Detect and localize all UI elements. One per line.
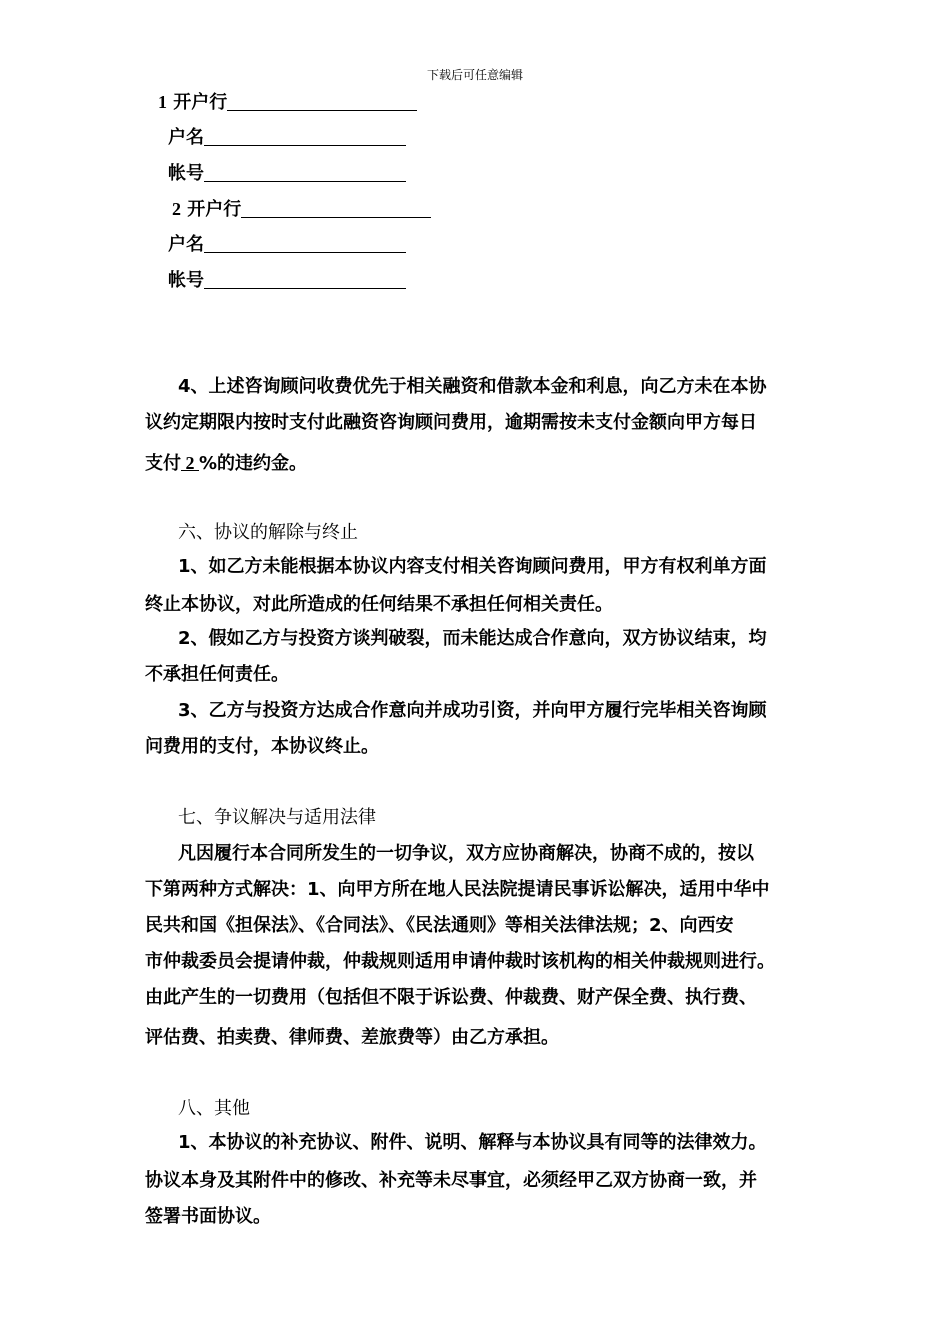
bank-account-1-bank-row <box>158 90 417 115</box>
section-8-line: 签署书面协议。 <box>145 1206 271 1227</box>
section-7-title: 七、争议解决与适用法律 <box>178 807 376 828</box>
section-6-line: 终止本协议，对此所造成的任何结果不承担任何相关责任。 <box>145 594 613 615</box>
section-7-line: 凡因履行本合同所发生的一切争议，双方应协商解决，协商不成的，按以 <box>178 843 754 864</box>
clause4-line: 4、上述咨询顾问收费优先于相关融资和借款本金和利息，向乙方未在本协 <box>178 376 767 397</box>
bank-account-2-bank-row <box>172 197 431 222</box>
section-7-line: 由此产生的一切费用（包括但不限于诉讼费、仲裁费、财产保全费、执行费、 <box>145 987 757 1008</box>
account-number-label: 帐号 <box>168 270 204 291</box>
account-number-label: 帐号 <box>168 163 204 184</box>
bank-label: 开户行 <box>173 92 228 113</box>
bank-blank-line <box>241 199 431 218</box>
account-name-label: 户名 <box>168 127 204 148</box>
bank-account-1-name-row <box>168 126 406 150</box>
account-name-blank-line <box>204 234 406 253</box>
clause4-line <box>145 451 307 476</box>
bank-account-2-number-row <box>168 269 406 293</box>
section-7-line: 下第两种方式解决：1、向甲方所在地人民法院提请民事诉讼解决，适用中华中 <box>145 879 770 900</box>
section-7-line: 市仲裁委员会提请仲裁，仲裁规则适用申请仲裁时该机构的相关仲裁规则进行。 <box>145 951 775 972</box>
page-header-note: 下载后可任意编辑 <box>426 68 523 82</box>
account-number-blank-line <box>204 270 406 289</box>
bank-account-index: 2 <box>172 199 181 219</box>
section-6-title: 六、协议的解除与终止 <box>178 522 358 543</box>
account-name-blank-line <box>204 127 406 146</box>
section-6-line: 问费用的支付，本协议终止。 <box>145 736 379 757</box>
account-name-label: 户名 <box>168 234 204 255</box>
section-8-line: 1、本协议的补充协议、附件、说明、解释与本协议具有同等的法律效力。 <box>178 1132 767 1153</box>
bank-blank-line <box>227 92 417 111</box>
clause4-suffix: %的违约金。 <box>199 453 308 474</box>
section-6-line: 1、如乙方未能根据本协议内容支付相关咨询顾问费用，甲方有权利单方面 <box>178 556 767 577</box>
section-7-line: 民共和国《担保法》、《合同法》、《民法通则》等相关法律法规；2、向西安 <box>145 915 734 936</box>
bank-label: 开户行 <box>187 199 242 220</box>
account-number-blank-line <box>204 163 406 182</box>
section-8-title: 八、其他 <box>178 1098 250 1119</box>
section-7-line: 评估费、拍卖费、律师费、差旅费等）由乙方承担。 <box>145 1027 559 1048</box>
clause4-line: 议约定期限内按时支付此融资咨询顾问费用，逾期需按未支付金额向甲方每日 <box>145 412 757 433</box>
clause4-prefix: 支付 <box>145 453 181 474</box>
bank-account-index: 1 <box>158 92 167 112</box>
section-6-line: 3、乙方与投资方达成合作意向并成功引资，并向甲方履行完毕相关咨询顾 <box>178 700 767 721</box>
section-6-line: 不承担任何责任。 <box>145 664 289 685</box>
bank-account-1-number-row <box>168 162 406 186</box>
bank-account-2-name-row <box>168 233 406 257</box>
section-6-line: 2、假如乙方与投资方谈判破裂，而未能达成合作意向，双方协议结束，均 <box>178 628 767 649</box>
penalty-rate-value: 2 <box>181 453 199 473</box>
section-8-line: 协议本身及其附件中的修改、补充等未尽事宜，必须经甲乙双方协商一致，并 <box>145 1170 757 1191</box>
